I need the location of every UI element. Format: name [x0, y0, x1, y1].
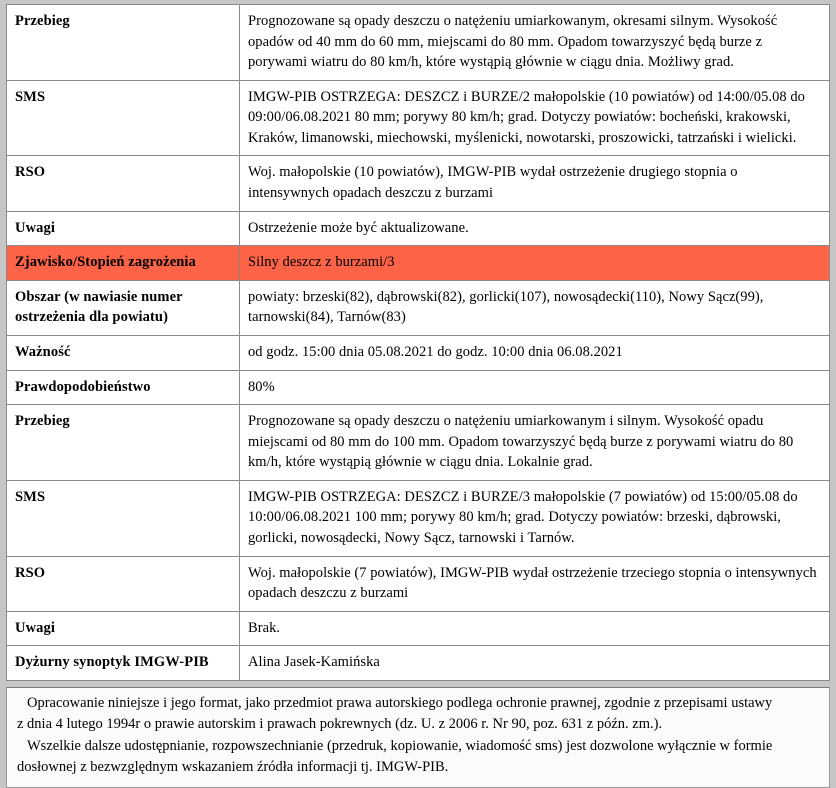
- row-value-prawdopodobienstwo: 80%: [240, 370, 830, 405]
- weather-warning-table: [6, 4, 830, 681]
- footer-paragraph-1-line-1: Opracowanie niniejsze i jego format, jako przedmiot prawa autorskiego podlega ochronie prawnej, zgodnie z przepisami ustawy: [27, 694, 773, 711]
- copyright-footer: [6, 687, 830, 788]
- row-label-rso-2: RSO: [7, 556, 240, 611]
- table-row-danger: [7, 246, 830, 281]
- row-value-obszar: powiaty: brzeski(82), dąbrowski(82), gorlicki(107), nowosądecki(110), Nowy Sącz(99), tarnowski(84), Tarnów(83): [240, 280, 830, 335]
- row-value-uwagi-2: Brak.: [240, 611, 830, 646]
- warning-table-body: [7, 5, 830, 681]
- row-label-przebieg-2: Przebieg: [7, 405, 240, 481]
- row-value-sms-2: IMGW-PIB OSTRZEGA: DESZCZ i BURZE/3 małopolskie (7 powiatów) od 15:00/05.08 do 10:00/06.08.2021 100 mm; porywy 80 km/h; grad. Dotyczy powiatów: brzeski, dąbrowski, gorlicki, nowosądecki, Nowy Sącz, tarnowski i Tarnów.: [240, 480, 830, 556]
- table-row: [7, 405, 830, 481]
- status-badge: Silny deszcz z burzami/3: [240, 246, 830, 281]
- row-label-obszar: Obszar (w nawiasie numer ostrzeżenia dla powiatu): [7, 280, 240, 335]
- row-label-sms-1: SMS: [7, 80, 240, 156]
- row-value-waznosc: od godz. 15:00 dnia 05.08.2021 do godz. 10:00 dnia 06.08.2021: [240, 335, 830, 370]
- row-label-sms-2: SMS: [7, 480, 240, 556]
- table-row: [7, 211, 830, 246]
- table-row: [7, 5, 830, 81]
- footer-paragraph-1-line-2: z dnia 4 lutego 1994r o prawie autorskim i prawach pokrewnych (dz. U. z 2006 r. Nr 90, poz. 631 z późn. zm.).: [17, 716, 663, 733]
- row-label-uwagi-1: Uwagi: [7, 211, 240, 246]
- row-label-waznosc: Ważność: [7, 335, 240, 370]
- table-row: [7, 370, 830, 405]
- row-value-rso-1: Woj. małopolskie (10 powiatów), IMGW-PIB wydał ostrzeżenie drugiego stopnia o intensywnych opadach deszczu z burzami: [240, 156, 830, 211]
- footer-paragraph-2-line-2: dosłownej z bezwzględnym wskazaniem źródła informacji tj. IMGW-PIB.: [17, 759, 449, 776]
- row-label-uwagi-2: Uwagi: [7, 611, 240, 646]
- row-label-zjawisko-stopien: Zjawisko/Stopień zagrożenia: [7, 246, 240, 281]
- row-label-dyzurny-synoptyk: Dyżurny synoptyk IMGW-PIB: [7, 646, 240, 681]
- footer-paragraph-2-line-1: Wszelkie dalsze udostępnianie, rozpowszechnianie (przedruk, kopiowanie, wiadomość sms) jest dozwolone wyłącznie w formie: [27, 737, 773, 754]
- row-value-przebieg-2: Prognozowane są opady deszczu o natężeniu umiarkowanym i silnym. Wysokość opadu miejscami od 80 mm do 100 mm. Opadom towarzyszyć będą burze z porywami wiatru do 80 km/h, które wystąpią głównie w ciągu dnia. Lokalnie grad.: [240, 405, 830, 481]
- row-value-przebieg-1: Prognozowane są opady deszczu o natężeniu umiarkowanym, okresami silnym. Wysokość opadów od 40 mm do 60 mm, miejscami do 80 mm. Opadom towarzyszyć będą burze z porywami wiatru do 80 km/h, które wystąpią głównie w ciągu dnia. Możliwy grad.: [240, 5, 830, 81]
- table-row: [7, 611, 830, 646]
- row-value-uwagi-1: Ostrzeżenie może być aktualizowane.: [240, 211, 830, 246]
- table-row: [7, 156, 830, 211]
- row-value-sms-1: IMGW-PIB OSTRZEGA: DESZCZ i BURZE/2 małopolskie (10 powiatów) od 14:00/05.08 do 09:00/06.08.2021 80 mm; porywy 80 km/h; grad. Dotyczy powiatów: bocheński, krakowski, Kraków, limanowski, miechowski, myślenicki, nowotarski, proszowicki, tatrzański i wielicki.: [240, 80, 830, 156]
- table-row: [7, 335, 830, 370]
- table-row: [7, 280, 830, 335]
- row-label-rso-1: RSO: [7, 156, 240, 211]
- row-label-przebieg-1: Przebieg: [7, 5, 240, 81]
- row-value-dyzurny-synoptyk: Alina Jasek-Kamińska: [240, 646, 830, 681]
- row-label-prawdopodobienstwo: Prawdopodobieństwo: [7, 370, 240, 405]
- table-row: [7, 80, 830, 156]
- table-row: [7, 646, 830, 681]
- table-row: [7, 480, 830, 556]
- table-row: [7, 556, 830, 611]
- row-value-rso-2: Woj. małopolskie (7 powiatów), IMGW-PIB wydał ostrzeżenie trzeciego stopnia o intensywnych opadach deszczu z burzami: [240, 556, 830, 611]
